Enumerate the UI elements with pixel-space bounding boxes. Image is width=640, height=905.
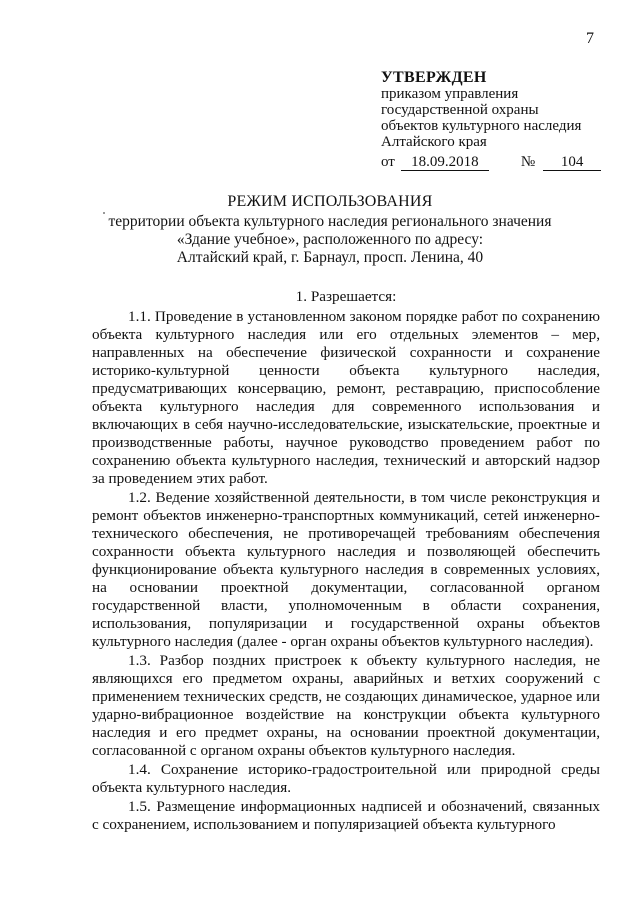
document-title (60, 193, 600, 267)
approval-line: Алтайского края (381, 134, 487, 150)
clause-1-1: 1.1. Проведение в установленном законом порядке работ по сохранению объекта культурного наследия или его отдельных элементов – мер, направленных на обеспечение физической сохранности и сохранение историко-культурной ценности объекта культурного наследия, предусматривающих консервацию, ремонт, реставрацию, приспособление объекта культурного наследия для современного использования и включающих в себя научно-исследовательские, изыскательские, проектные и производственные работы, научное руководство проведением работ по сохранению объекта культурного наследия, технический и авторский надзор за проведением этих работ. (92, 308, 600, 487)
approval-line: объектов культурного наследия (381, 118, 582, 134)
title-line: Алтайский край, г. Барнаул, просп. Ленина, 40 (176, 249, 484, 266)
title-line: территории объекта культурного наследия регионального значения (108, 213, 552, 230)
page-number: 7 (586, 30, 594, 47)
approval-line: государственной охраны (381, 102, 539, 118)
clause-1-4: 1.4. Сохранение историко-градостроительной или природной среды объекта культурного наследия. (92, 761, 600, 796)
date-prefix: от (381, 154, 395, 170)
approval-line: приказом управления (381, 86, 519, 102)
clause-1-5: 1.5. Размещение информационных надписей и обозначений, связанных с сохранением, использованием и популяризацией объекта культурного (92, 798, 600, 833)
title-main: РЕЖИМ ИСПОЛЬЗОВАНИЯ (227, 193, 433, 210)
approval-number: 104 (543, 154, 601, 171)
number-label: № (520, 154, 536, 170)
section-heading: 1. Разрешается: (295, 288, 397, 305)
document-body (92, 288, 600, 834)
clause-1-2: 1.2. Ведение хозяйственной деятельности, в том числе реконструкция и ремонт объектов инженерно-транспортных коммуникаций, сетей инженерно-технического обеспечения, не противоречащей требованиям обеспечения сохранности объекта культурного наследия и позволяющей обеспечить функционирование объекта культурного наследия в современных условиях, на основании проектной документации, согласованной органом государственной власти, уполномоченным в области сохранения, использования, популяризации и государственной охраны объектов культурного наследия (далее - орган охраны объектов культурного наследия). (92, 489, 600, 650)
approval-heading: УТВЕРЖДЕН (381, 69, 487, 86)
approval-date-line (381, 154, 611, 171)
clause-1-3: 1.3. Разбор поздних пристроек к объекту культурного наследия, не являющихся его предметом охраны, аварийных и ветхих сооружений с применением технических средств, не создающих динамическое, ударное или ударно-вибрационное воздействие на конструкции объекта культурного наследия и его предмет охраны, на основании проектной документации, согласованной с органом охраны объектов культурного наследия. (92, 652, 600, 759)
approval-stamp (381, 70, 611, 171)
approval-date: 18.09.2018 (401, 154, 489, 171)
title-line: «Здание учебное», расположенного по адресу: (176, 231, 484, 248)
